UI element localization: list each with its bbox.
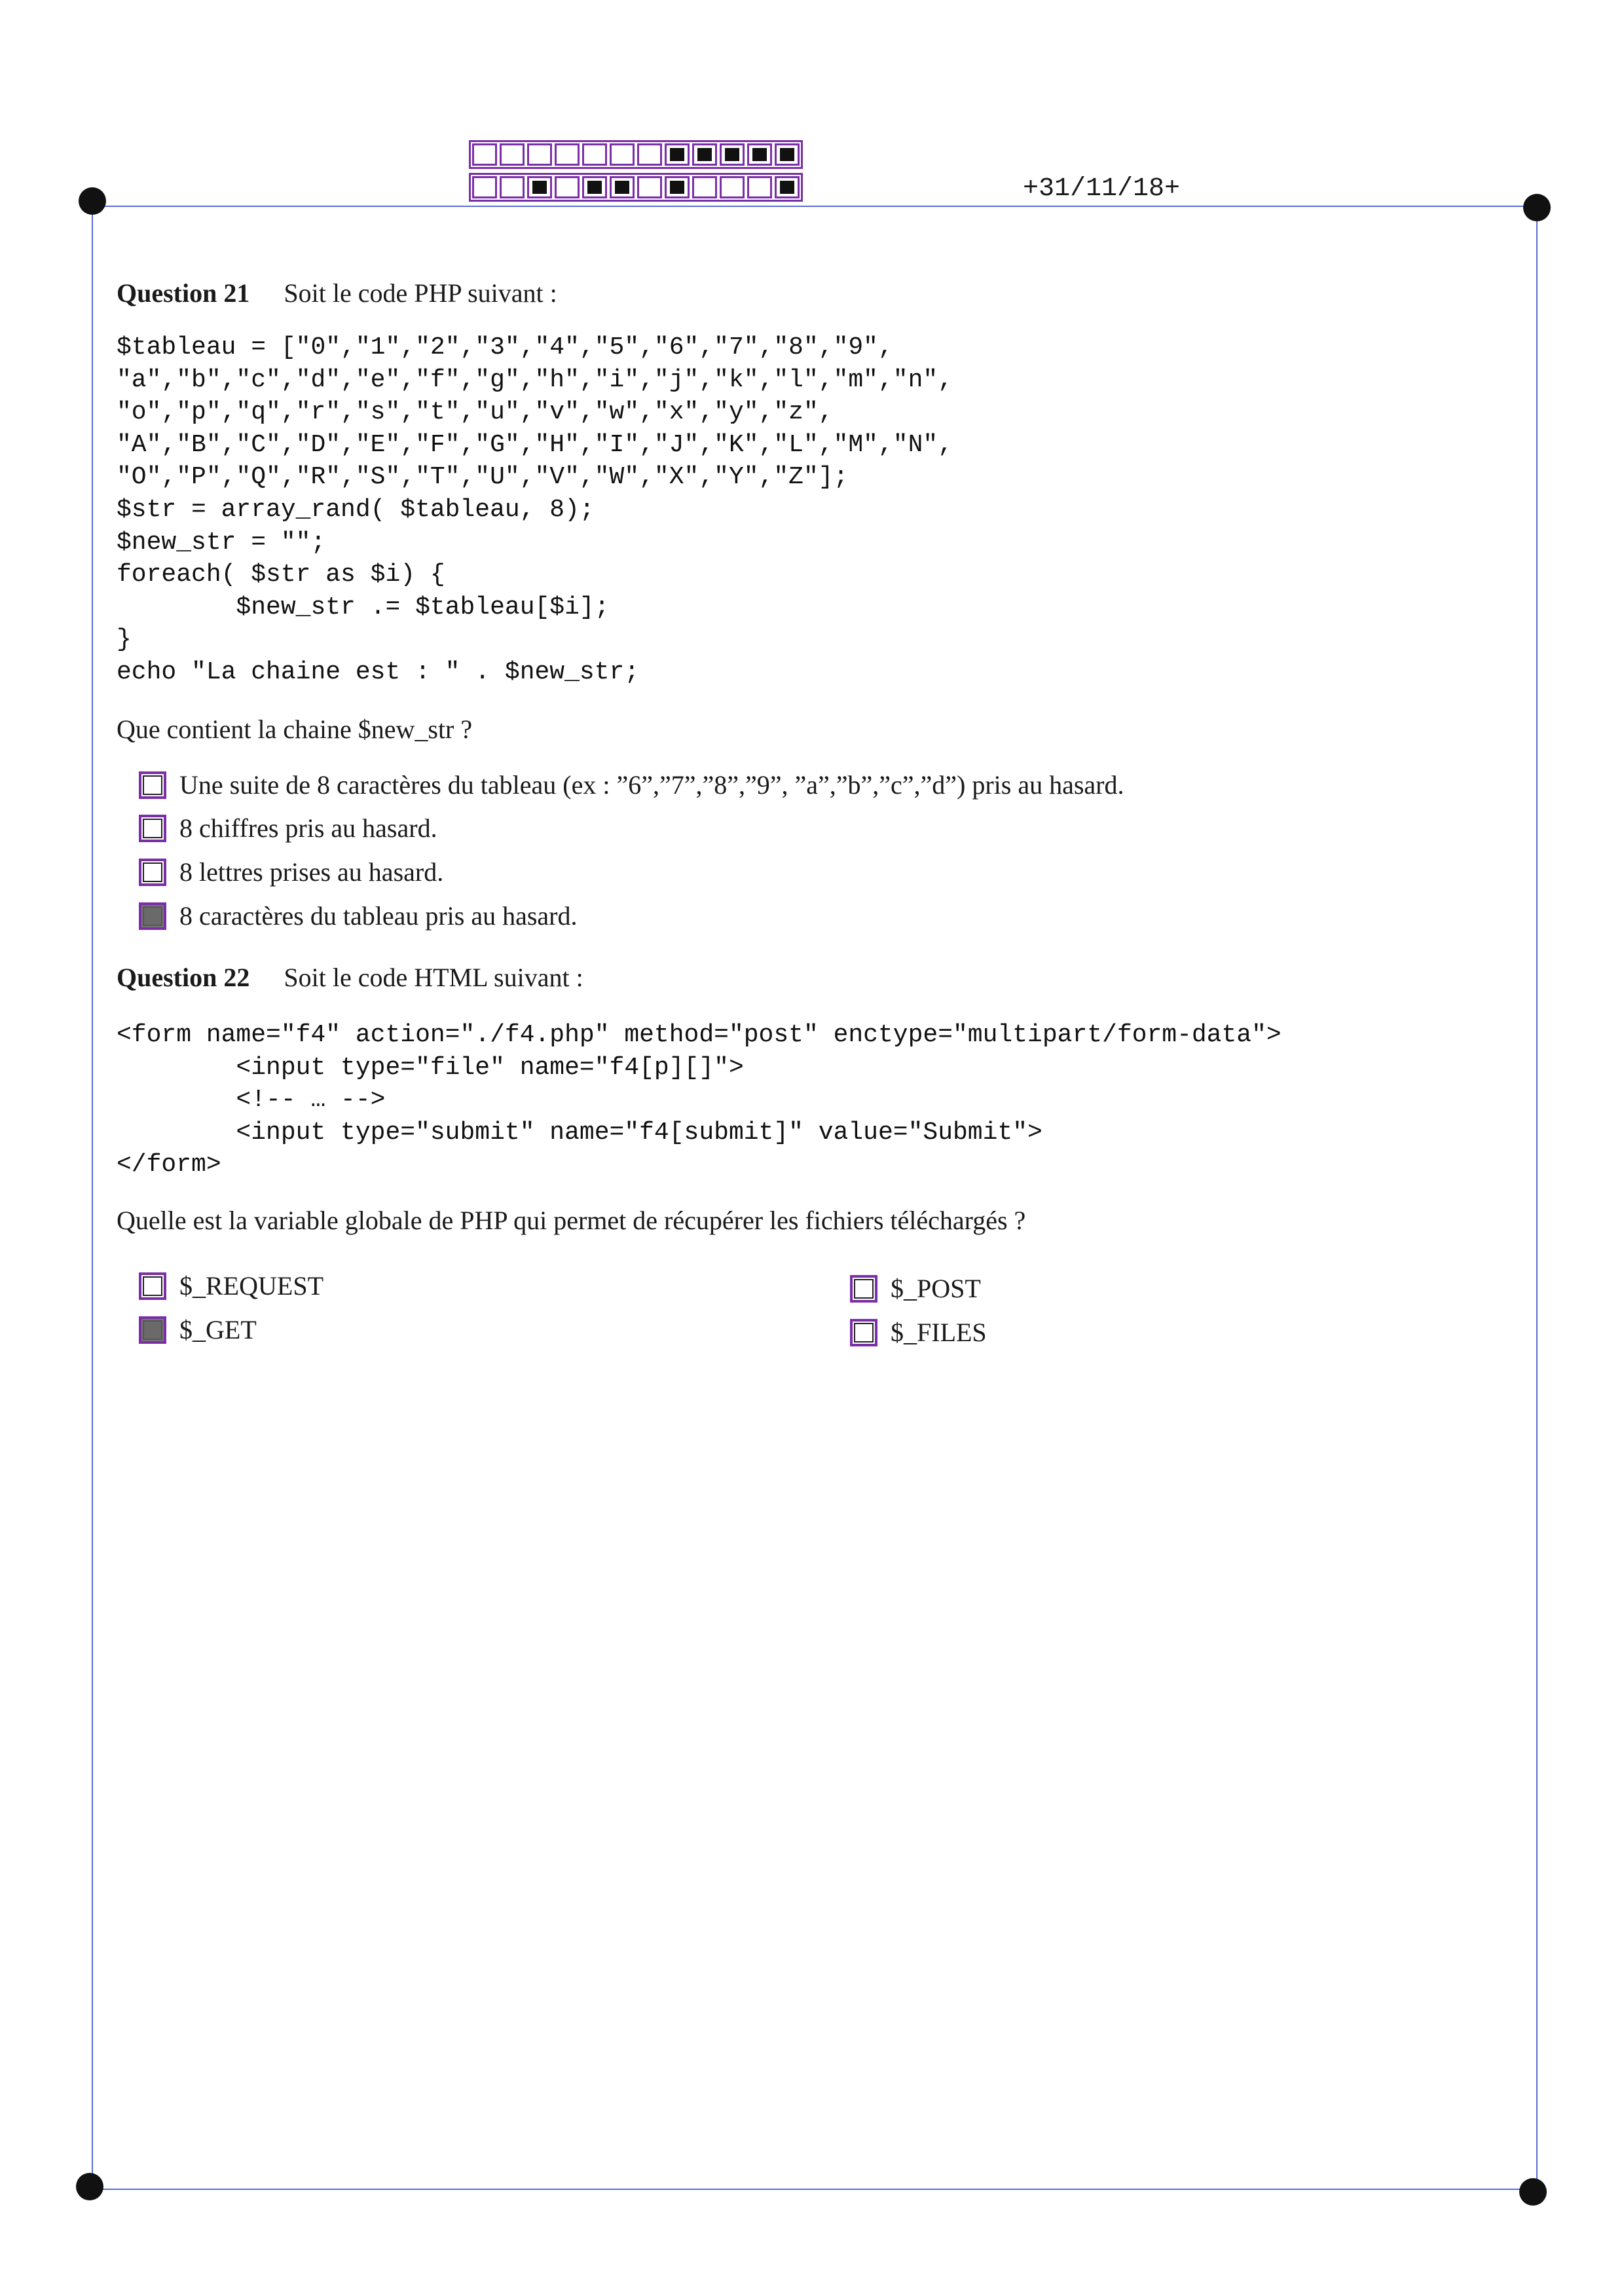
answer-option[interactable] xyxy=(850,1273,981,1304)
barcode-cell xyxy=(472,176,497,198)
frame-top-line xyxy=(92,206,1539,207)
answer-checkbox[interactable] xyxy=(139,859,166,886)
frame-left-line xyxy=(92,206,93,2190)
barcode-cell xyxy=(582,143,607,166)
barcode-cell xyxy=(775,176,800,198)
answer-label: 8 caractères du tableau pris au hasard. xyxy=(179,901,578,931)
question-21-header xyxy=(117,278,557,308)
question-21-php-code: $tableau = ["0","1","2","3","4","5","6","7","8","9", "a","b","c","d","e","f","g","h","i","j","k","l","m","n", "o","p","q","r","s","t","u","v","w","x","y","z", "A","B","C","D","E","F","G","H","I","J","K","L","M","N", "O","P","Q","R","S","T","U","V","W","X","Y","Z"]; $str = array_rand( $tableau, 8); $new_str = ""; foreach( $str as $i) { $new_str .= $tableau[$i]; } echo "La chaine est : " . $new_str; xyxy=(117,333,953,686)
barcode-cell xyxy=(472,143,497,166)
answer-checkbox[interactable] xyxy=(850,1319,877,1346)
barcode-cell xyxy=(610,176,635,198)
barcode-row-2 xyxy=(469,173,803,202)
corner-mark-bottom-right xyxy=(1519,2178,1547,2206)
answer-label: $_REQUEST xyxy=(179,1271,323,1301)
answer-checkbox[interactable] xyxy=(139,815,166,842)
answer-option[interactable] xyxy=(139,1314,257,1345)
answer-option[interactable] xyxy=(139,769,1124,800)
barcode-cell xyxy=(527,143,552,166)
answer-label: $_FILES xyxy=(891,1318,987,1347)
barcode-cell xyxy=(665,143,690,166)
page-identifier: +31/11/18+ xyxy=(1023,174,1181,204)
answer-checkbox[interactable] xyxy=(850,1275,877,1303)
answer-option[interactable] xyxy=(139,813,437,843)
question-21-intro: Soit le code PHP suivant : xyxy=(284,278,557,308)
barcode-cell xyxy=(555,143,580,166)
corner-mark-top-left xyxy=(79,187,106,215)
barcode-cell xyxy=(692,143,717,166)
barcode-cell xyxy=(610,143,635,166)
barcode-cell xyxy=(555,176,580,198)
question-22-header xyxy=(117,962,583,993)
barcode-cell xyxy=(582,176,607,198)
question-22-intro: Soit le code HTML suivant : xyxy=(284,963,583,992)
question-22-prompt: Quelle est la variable globale de PHP qui permet de récupérer les fichiers téléchargés ? xyxy=(117,1206,1026,1235)
barcode-row-1 xyxy=(469,140,803,169)
barcode-cell xyxy=(720,143,745,166)
answer-label: Une suite de 8 caractères du tableau (ex : ”6”,”7”,”8”,”9”, ”a”,”b”,”c”,”d”) pris au hasard. xyxy=(179,770,1124,800)
question-22-html-code: <form name="f4" action="./f4.php" method="post" enctype="multipart/form-data"> <input type="file" name="f4[p][]"> <!-- … --> <input type="submit" name="f4[submit]" value="Submit"> </form> xyxy=(117,1021,1282,1179)
answer-checkbox[interactable] xyxy=(139,902,166,930)
barcode-cell xyxy=(637,143,662,166)
barcode-cell xyxy=(500,143,525,166)
barcode-cell xyxy=(527,176,552,198)
answer-checkbox[interactable] xyxy=(139,1272,166,1300)
barcode-cell xyxy=(747,176,772,198)
barcode-cell xyxy=(665,176,690,198)
answer-option[interactable] xyxy=(139,900,577,931)
answer-label: 8 lettres prises au hasard. xyxy=(179,857,444,887)
answer-option[interactable] xyxy=(139,1270,323,1301)
corner-mark-bottom-left xyxy=(76,2173,103,2200)
answer-label: $_POST xyxy=(891,1274,981,1303)
answer-label: $_GET xyxy=(179,1315,257,1344)
answer-checkbox[interactable] xyxy=(139,771,166,799)
barcode-cell xyxy=(747,143,772,166)
barcode-cell xyxy=(692,176,717,198)
barcode-cell xyxy=(637,176,662,198)
barcode-cell xyxy=(500,176,525,198)
barcode-cell xyxy=(775,143,800,166)
frame-bottom-line xyxy=(90,2189,1538,2190)
answer-checkbox[interactable] xyxy=(139,1316,166,1344)
barcode-cell xyxy=(720,176,745,198)
corner-mark-top-right xyxy=(1523,194,1551,221)
frame-right-line xyxy=(1536,208,1538,2193)
question-21-label: Question 21 xyxy=(117,278,250,308)
question-22-label: Question 22 xyxy=(117,963,250,992)
question-21-prompt: Que contient la chaine $new_str ? xyxy=(117,714,473,744)
answer-label: 8 chiffres pris au hasard. xyxy=(179,813,437,843)
answer-option[interactable] xyxy=(850,1317,987,1348)
answer-option[interactable] xyxy=(139,857,443,887)
